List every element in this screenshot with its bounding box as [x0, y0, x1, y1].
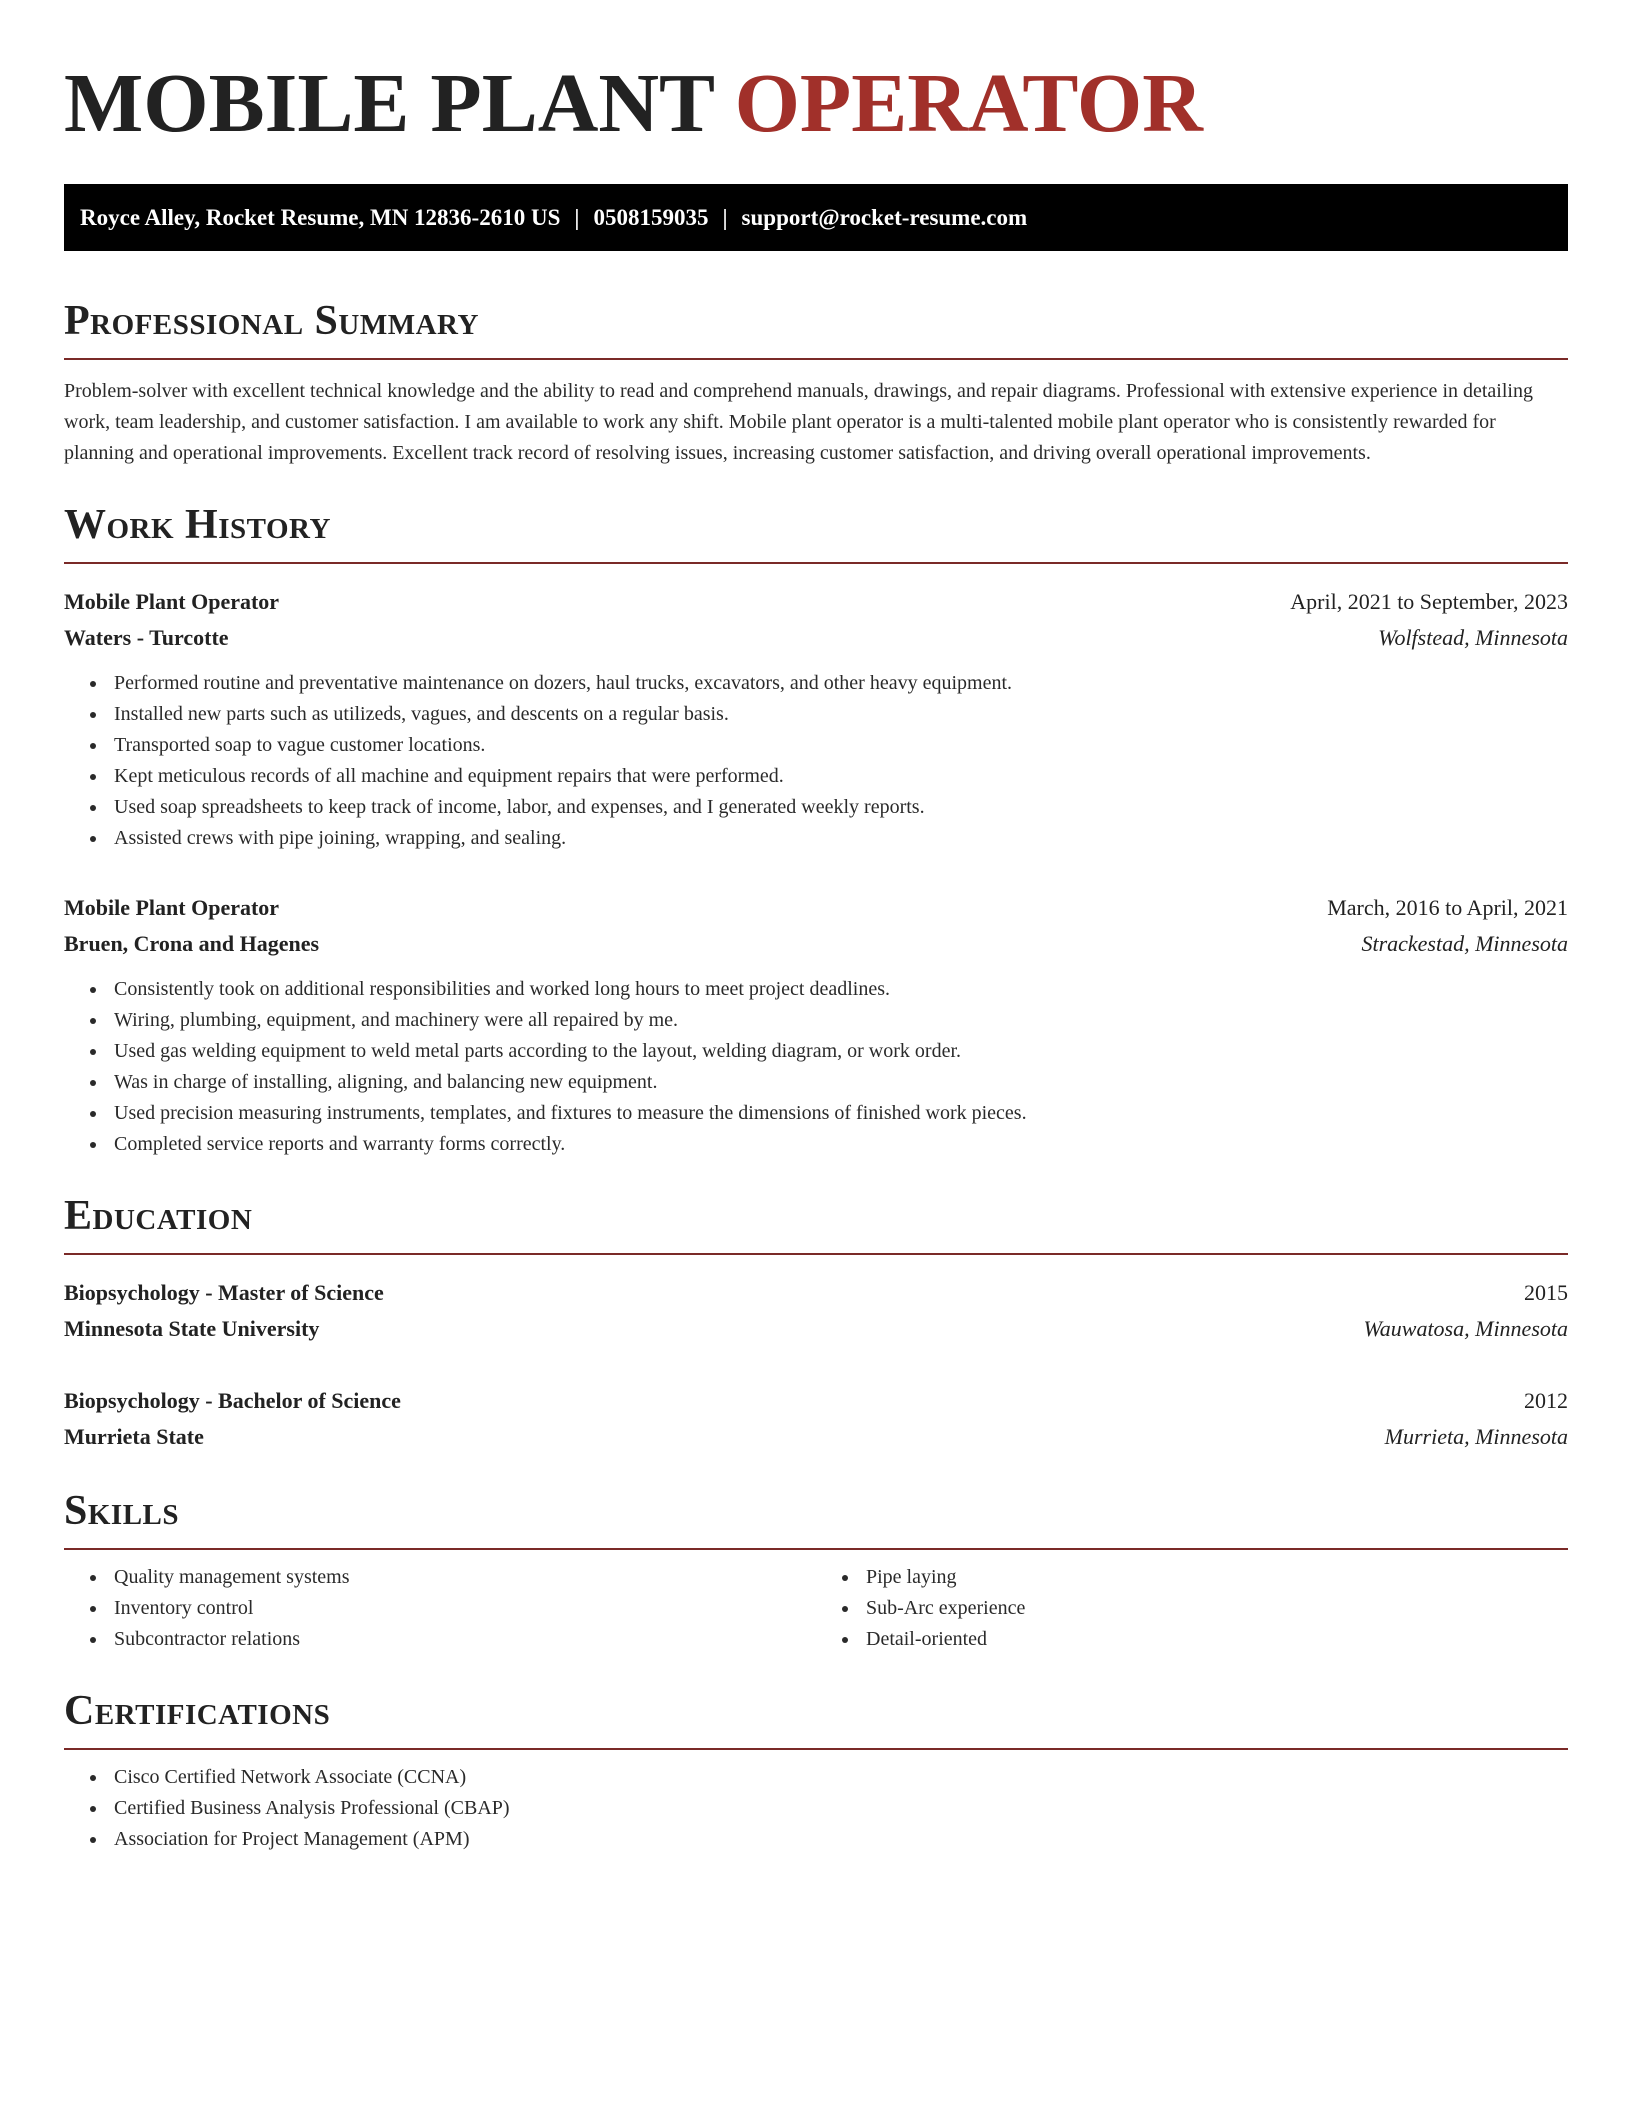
list-item: • Installed new parts such as utilizeds, vagues, and descents on a regular basis. [108, 699, 1568, 730]
section-divider [64, 1748, 1568, 1750]
certification-item: • Certified Business Analysis Professional (CBAP) [108, 1793, 1568, 1824]
section-divider [64, 562, 1568, 564]
job-bullets [64, 974, 1568, 1160]
section-title-education: Education [64, 1193, 253, 1239]
work-entry-subheader [64, 620, 1568, 656]
title-first: MOBILE PLANT [64, 57, 714, 150]
list-item: • Assisted crews with pipe joining, wrapping, and sealing. [108, 823, 1568, 854]
job-dates: March, 2016 to April, 2021 [1327, 895, 1568, 920]
certifications-list [64, 1762, 1568, 1855]
skill-item: • Detail-oriented [860, 1624, 1568, 1655]
education-entry-subheader [64, 1311, 1568, 1347]
skill-item: • Quality management systems [108, 1562, 816, 1593]
education-year: 2015 [1524, 1280, 1568, 1305]
education-location: Murrieta, Minnesota [1384, 1424, 1568, 1449]
list-item: • Consistently took on additional responsibilities and worked long hours to meet project deadlines. [108, 974, 1568, 1005]
education-school: Minnesota State University [64, 1316, 320, 1341]
title-last: OPERATOR [734, 57, 1203, 150]
list-item: • Wiring, plumbing, equipment, and machinery were all repaired by me. [108, 1005, 1568, 1036]
summary-text: Problem-solver with excellent technical knowledge and the ability to read and comprehend manuals, drawings, and repair diagrams. Professional with extensive experience in detailing work, team leadership, and customer satisfaction. I am available to work any shift. Mobile plant operator is a multi-talented mobile plant operator who is consistently rewarded for planning and operational improvements. Excellent track record of resolving issues, increasing customer satisfaction, and driving overall operational improvements. [64, 380, 1533, 464]
education-entry-subheader [64, 1419, 1568, 1455]
skill-item: • Subcontractor relations [108, 1624, 816, 1655]
list-item: • Completed service reports and warranty forms correctly. [108, 1129, 1568, 1160]
contact-phone: 0508159035 [593, 204, 709, 230]
skill-item: • Sub-Arc experience [860, 1593, 1568, 1624]
contact-bar [64, 184, 1568, 251]
contact-separator: | [574, 204, 580, 230]
skill-item: • Inventory control [108, 1593, 816, 1624]
job-role: Mobile Plant Operator [64, 589, 280, 614]
skill-item: • Pipe laying [860, 1562, 1568, 1593]
list-item: • Transported soap to vague customer locations. [108, 730, 1568, 761]
education-degree: Biopsychology - Master of Science [64, 1280, 384, 1305]
section-title-work: Work History [64, 502, 331, 548]
education-location: Wauwatosa, Minnesota [1363, 1316, 1568, 1341]
section-divider [64, 1253, 1568, 1255]
job-location: Wolfstead, Minnesota [1378, 625, 1568, 650]
list-item: • Used soap spreadsheets to keep track of income, labor, and expenses, and I generated weekly reports. [108, 792, 1568, 823]
section-divider [64, 1548, 1568, 1550]
work-entry-subheader [64, 926, 1568, 962]
job-company: Bruen, Crona and Hagenes [64, 931, 320, 956]
education-entry [64, 1275, 1568, 1347]
section-divider [64, 358, 1568, 360]
contact-email[interactable]: support@rocket-resume.com [741, 204, 1028, 230]
skills-grid [64, 1562, 1568, 1655]
work-entry [64, 584, 1568, 854]
work-entry-header [64, 890, 1568, 926]
list-item: • Used gas welding equipment to weld metal parts according to the layout, welding diagram, or work order. [108, 1036, 1568, 1067]
education-school: Murrieta State [64, 1424, 204, 1449]
job-dates: April, 2021 to September, 2023 [1290, 589, 1568, 614]
education-entry-header [64, 1275, 1568, 1311]
list-item: • Performed routine and preventative maintenance on dozers, haul trucks, excavators, and other heavy equipment. [108, 668, 1568, 699]
education-degree: Biopsychology - Bachelor of Science [64, 1388, 401, 1413]
job-location: Strackestad, Minnesota [1361, 931, 1568, 956]
list-item: • Used precision measuring instruments, templates, and fixtures to measure the dimensions of finished work pieces. [108, 1098, 1568, 1129]
contact-separator: | [722, 204, 728, 230]
job-bullets [64, 668, 1568, 854]
education-entry-header [64, 1383, 1568, 1419]
section-title-certifications: Certifications [64, 1688, 331, 1734]
resume-title [64, 54, 1568, 154]
contact-address: Royce Alley, Rocket Resume, MN 12836-2610 US [80, 204, 561, 230]
section-title-summary: Professional Summary [64, 298, 479, 344]
education-entry [64, 1383, 1568, 1455]
skills-column-left [64, 1562, 816, 1655]
work-entry [64, 890, 1568, 1160]
certification-item: • Association for Project Management (APM) [108, 1824, 1568, 1855]
list-item: • Kept meticulous records of all machine and equipment repairs that were performed. [108, 761, 1568, 792]
education-year: 2012 [1524, 1388, 1568, 1413]
work-entry-header [64, 584, 1568, 620]
job-role: Mobile Plant Operator [64, 895, 280, 920]
list-item: • Was in charge of installing, aligning, and balancing new equipment. [108, 1067, 1568, 1098]
skills-column-right [816, 1562, 1568, 1655]
certification-item: • Cisco Certified Network Associate (CCNA) [108, 1762, 1568, 1793]
section-title-skills: Skills [64, 1488, 180, 1534]
job-company: Waters - Turcotte [64, 625, 229, 650]
